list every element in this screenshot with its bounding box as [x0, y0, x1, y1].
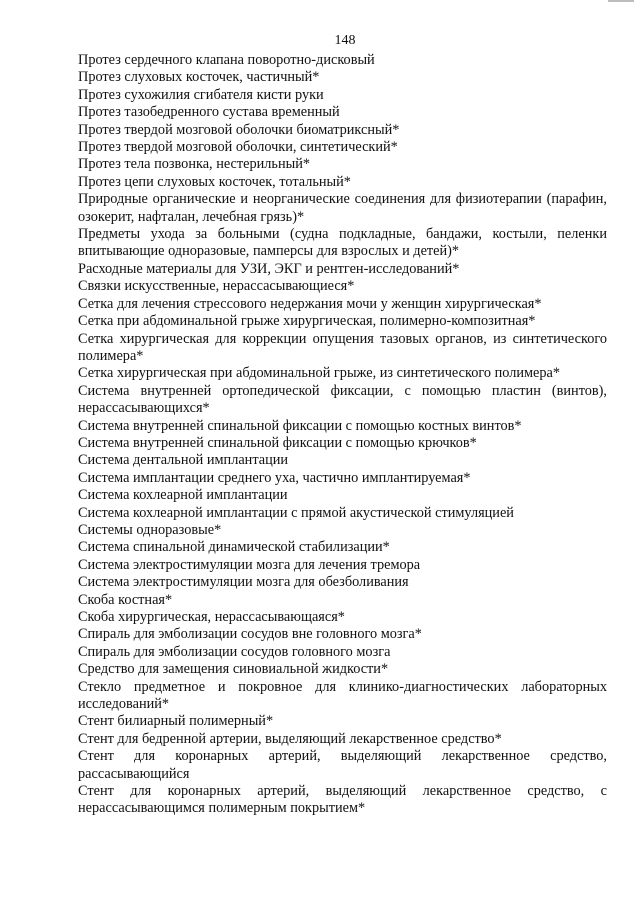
list-item: Скоба хирургическая, нерассасывающаяся*: [78, 609, 345, 625]
list-item: Предметы ухода за больными (судна подкладные, бандажи, костыли, пеленки впитывающие одноразовые, памперсы для взрослых и детей)*: [78, 226, 607, 260]
list-item: Система внутренней спинальной фиксации с помощью крючков*: [78, 434, 477, 451]
list-item: Система электростимуляции мозга для обезболивания: [78, 574, 409, 591]
list-item: Система спинальной динамической стабилизации*: [78, 539, 390, 556]
list-item: Природные органические и неорганические соединения для физиотерапии (парафин, озокерит, нафталан, лечебная грязь)*: [78, 191, 607, 225]
list-item: Система внутренней спинальной фиксации с помощью костных винтов*: [78, 417, 522, 434]
list-item: Протез слуховых косточек, частичный*: [78, 69, 320, 86]
list-item: Спираль для эмболизации сосудов головного мозга: [78, 643, 391, 660]
list-item: Система электростимуляции мозга для лечения тремора: [78, 556, 421, 573]
page-number: 148: [334, 33, 356, 48]
list-item: Протез сухожилия сгибателя кисти руки: [78, 86, 324, 103]
scan-corner-mark: [608, 0, 634, 2]
list-item: Система имплантации среднего уха, частично имплантируемая*: [78, 469, 471, 486]
list-item: Связки искусственные, нерассасывающиеся*: [78, 278, 355, 295]
list-item: Система дентальной имплантации: [78, 452, 289, 469]
list-item: Протез твердой мозговой оболочки биоматриксный*: [78, 121, 400, 138]
list-item: Сетка хирургическая при абдоминальной грыже, из синтетического полимера*: [78, 365, 561, 382]
medical-products-list: [78, 52, 607, 818]
list-item: Спираль для эмболизации сосудов вне головного мозга*: [78, 626, 422, 643]
list-item: Средство для замещения синовиальной жидкости*: [78, 661, 389, 678]
list-item: Расходные материалы для УЗИ, ЭКГ и рентген-исследований*: [78, 260, 460, 277]
list-item: Стент для коронарных артерий, выделяющий лекарственное средство, рассасывающийся: [78, 748, 607, 782]
list-item: Системы одноразовые*: [78, 521, 222, 538]
list-item: Стекло предметное и покровное для клинико-диагностических лабораторных исследований*: [78, 678, 607, 713]
list-item: Сетка при абдоминальной грыже хирургическая, полимерно-композитная*: [78, 313, 536, 330]
list-item: Скоба костная*: [78, 591, 173, 608]
list-item: Стент билиарный полимерный*: [78, 713, 274, 730]
list-item: Протез цепи слуховых косточек, тотальный*: [78, 173, 351, 190]
list-item: Протез твердой мозговой оболочки, синтетический*: [78, 139, 398, 156]
list-item: Сетка хирургическая для коррекции опущения тазовых органов, из синтетического полимера*: [78, 330, 607, 364]
list-item: Система внутренней ортопедической фиксации, с помощью пластин (винтов), нерассасывающихся*: [78, 382, 607, 417]
list-item: Протез тазобедренного сустава временный: [78, 104, 340, 121]
list-item: Стент для коронарных артерий, выделяющий лекарственное средство, с нерассасывающимся полимерным покрытием*: [78, 783, 607, 817]
list-item: Протез тела позвонка, нестерильный*: [78, 156, 310, 173]
list-item: Протез сердечного клапана поворотно-дисковый: [78, 52, 375, 68]
list-item: Сетка для лечения стрессового недержания мочи у женщин хирургическая*: [78, 295, 542, 312]
list-item: Стент для бедренной артерии, выделяющий лекарственное средство*: [78, 730, 502, 747]
list-item: Система кохлеарной имплантации с прямой акустической стимуляцией: [78, 504, 514, 521]
list-item: Система кохлеарной имплантации: [78, 487, 288, 504]
